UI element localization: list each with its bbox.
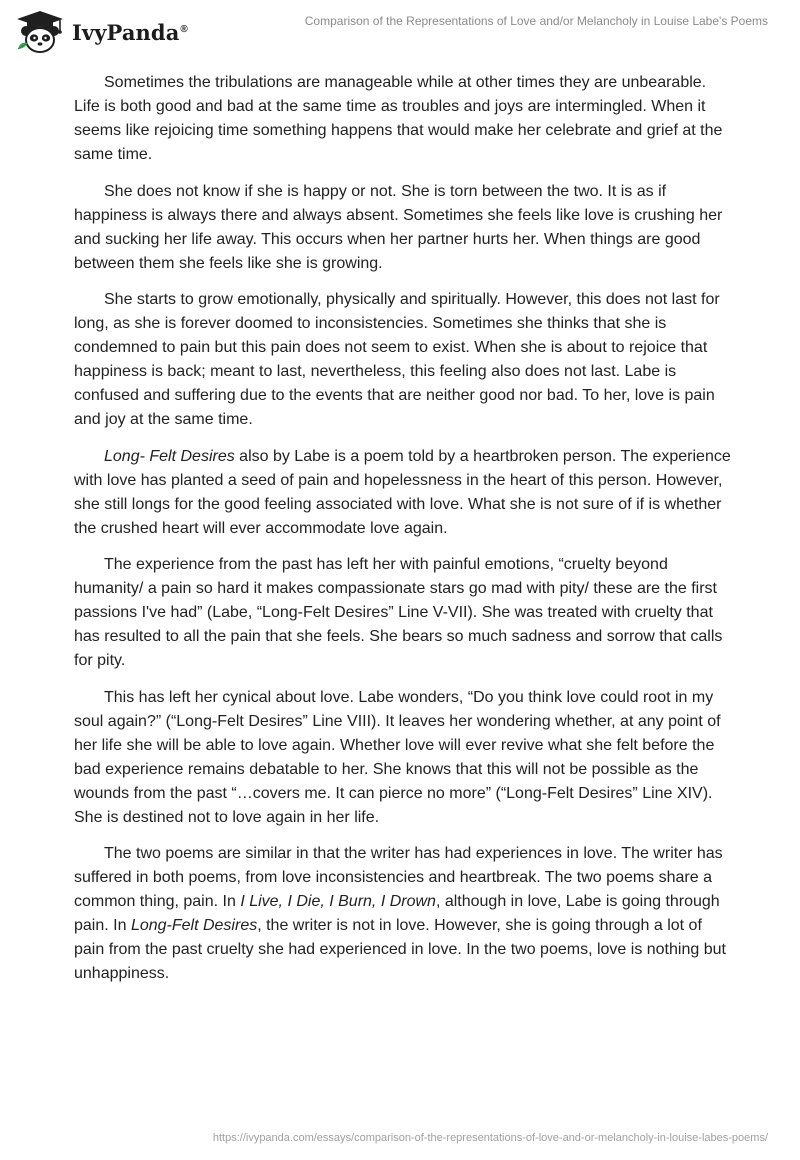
paragraph-4 [74, 445, 734, 541]
registered-mark: ® [180, 23, 188, 35]
paragraph-2: She does not know if she is happy or not. She is torn between the two. It is as if happiness is always there and always absent. Sometimes she feels like love is crushing her and sucking her life away. This occurs when her partner hurts her. When things are good between them she feels like she is growing. [74, 182, 723, 272]
document-title: Comparison of the Representations of Love and/or Melancholy in Louise Labe's Poems [304, 14, 768, 28]
paragraph-7 [74, 842, 734, 986]
essay-body [74, 71, 734, 999]
panda-graduate-icon [14, 9, 66, 53]
paragraph-4-text: also by Labe is a poem told by a heartbroken person. The experience with love has planted a seed of pain and hopelessness in the heart of this person. However, she still longs for the good feeling associated with love. What she is not sure of if is whether the crushed heart will ever accommodate love again. [74, 447, 731, 537]
page-header [0, 0, 800, 56]
paragraph-7-text-c: , the writer is not in love. However, she is going through a lot of pain from the past cruelty she had experienced in love. In the two poems, love is nothing but unhappiness. [74, 917, 726, 982]
source-url[interactable]: https://ivypanda.com/essays/comparison-of-the-representations-of-love-and-or-melancholy-in-louise-labes-poems/ [212, 1132, 768, 1144]
poem-title-long-felt-desires: Long- Felt Desires [104, 447, 235, 465]
paragraph-1: Sometimes the tribulations are manageable while at other times they are unbearable. Life is both good and bad at the same time as troubles and joys are intermingled. When it seems like rejoicing time something happens that would make her celebrate and grief at the same time. [74, 74, 723, 163]
poem-title-long-felt-desires-2: Long-Felt Desires [130, 917, 258, 934]
paragraph-5: The experience from the past has left her with painful emotions, “cruelty beyond humanity/ a pain so hard it makes compassionate stars go mad with pity/ these are the first passions I've had” (Labe, “Long-Felt Desires” Line V-VII). She was treated with cruelty that has resulted to all the pain that she feels. She bears so much sadness and sorrow that calls for pity. [74, 556, 723, 669]
poem-title-i-live-i-die: I Live, I Die, I Burn, I Drown [240, 893, 436, 910]
paragraph-6: This has left her cynical about love. Labe wonders, “Do you think love could root in my soul again?” (“Long-Felt Desires” Line VIII). It leaves her wondering whether, at any point of her life she will be able to love again. Whether love will ever revive what she felt before the bad experience remains debatable to her. She knows that this will not be possible as the wounds from the past “…covers me. It can pierce no more” (“Long-Felt Desires” Line XIV). She is destined not to love again in her life. [74, 688, 721, 826]
ivypanda-logo[interactable] [14, 9, 188, 53]
paragraph-3: She starts to grow emotionally, physically and spiritually. However, this does not last for long, as she is forever doomed to inconsistencies. Sometimes she thinks that she is condemned to pain but this pain does not seem to exist. When she is about to rejoice that happiness is back; meant to last, nevertheless, this feeling also does not last. Labe is confused and suffering due to the events that are neither good nor bad. To her, love is pain and joy at the same time. [74, 291, 720, 428]
paragraph-7-text-a: The two poems are similar in that the writer has had experiences in love. The writer has suffered in both poems, from love inconsistencies and heartbreak. The two poems share a common thing, pain. In [74, 845, 723, 910]
paragraph-7-text-b: , although in love, Labe is going through pain. In [74, 893, 720, 934]
brand-name: IvyPanda® [72, 19, 188, 45]
